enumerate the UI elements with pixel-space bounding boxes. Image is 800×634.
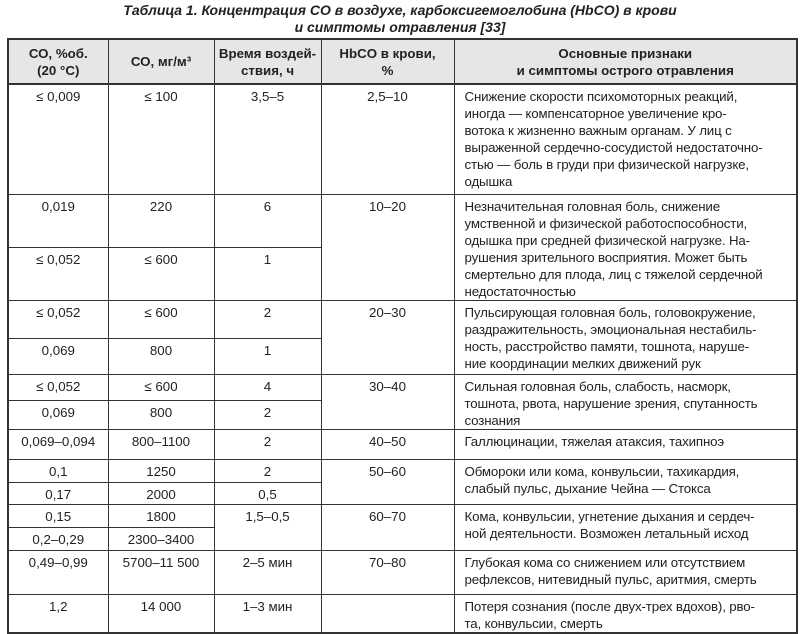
cell-hbco: 40–50	[321, 429, 454, 459]
cell-hbco: 20–30	[321, 300, 454, 374]
cell-exposure-time: 0,5	[214, 482, 321, 504]
cell-co-mg: 1250	[108, 459, 214, 482]
table-row	[8, 504, 797, 527]
table-row	[8, 550, 797, 594]
cell-co-mg: 1800	[108, 504, 214, 527]
cell-co-vol: 1,2	[8, 594, 108, 633]
table-row	[8, 374, 797, 401]
header-hbco: HbCO в крови, %	[321, 39, 454, 84]
cell-co-vol: 0,2–0,29	[8, 527, 108, 550]
cell-exposure-time: 3,5–5	[214, 84, 321, 194]
cell-co-vol: 0,15	[8, 504, 108, 527]
table-row	[8, 300, 797, 338]
table-row	[8, 84, 797, 194]
cell-exposure-time: 2–5 мин	[214, 550, 321, 594]
cell-co-mg: ≤ 100	[108, 84, 214, 194]
cell-hbco: 50–60	[321, 459, 454, 504]
cell-hbco: 10–20	[321, 194, 454, 300]
cell-co-vol: 0,17	[8, 482, 108, 504]
cell-co-vol: 0,069	[8, 401, 108, 429]
table-row	[8, 194, 797, 248]
cell-co-mg: 14 000	[108, 594, 214, 633]
cell-co-mg: ≤ 600	[108, 300, 214, 338]
cell-hbco: 30–40	[321, 374, 454, 429]
cell-co-vol: 0,019	[8, 194, 108, 248]
cell-co-mg: 800	[108, 401, 214, 429]
cell-co-mg: ≤ 600	[108, 374, 214, 401]
cell-symptoms: Снижение скорости психомоторных реакций, иногда — компенсаторное увеличение кро- вотока к жизненно важным органам. У лиц с выраженной сердечно-сосудистой недостаточно- стью — боль в груди при физической нагрузке, одышка	[454, 84, 797, 194]
cell-co-vol: ≤ 0,052	[8, 248, 108, 301]
cell-exposure-time: 6	[214, 194, 321, 248]
header-exposure-time: Время воздей- ствия, ч	[214, 39, 321, 84]
cell-symptoms: Незначительная головная боль, снижение умственной и физической работоспособности, одышка при средней физической нагрузке. На- рушения зрительного восприятия. Может быть смертельно для плода, лиц с тяжелой сердечной недостаточностью	[454, 194, 797, 300]
header-row	[8, 39, 797, 84]
cell-co-vol: ≤ 0,009	[8, 84, 108, 194]
cell-exposure-time: 2	[214, 429, 321, 459]
cell-co-mg: 2300–3400	[108, 527, 214, 550]
cell-co-mg: 800	[108, 338, 214, 374]
table-caption: Таблица 1. Концентрация СО в воздухе, карбоксигемоглобина (HbCO) в крови и симптомы отравления [33]	[123, 2, 677, 35]
cell-hbco: 60–70	[321, 504, 454, 550]
cell-co-mg: 220	[108, 194, 214, 248]
cell-co-mg: 5700–11 500	[108, 550, 214, 594]
cell-co-vol: ≤ 0,052	[8, 374, 108, 401]
cell-co-mg: ≤ 600	[108, 248, 214, 301]
cell-symptoms: Пульсирующая головная боль, головокружение, раздражительность, эмоциональная нестабиль- ность, расстройство памяти, тошнота, наруше- ние координации мелких движений рук	[454, 300, 797, 374]
header-co-vol: СО, %об. (20 °С)	[8, 39, 108, 84]
cell-exposure-time: 1–3 мин	[214, 594, 321, 633]
table-row	[8, 429, 797, 459]
cell-exposure-time: 2	[214, 401, 321, 429]
cell-hbco	[321, 594, 454, 633]
header-symptoms: Основные признаки и симптомы острого отравления	[454, 39, 797, 84]
header-co-mg: СО, мг/м³	[108, 39, 214, 84]
cell-co-mg: 2000	[108, 482, 214, 504]
cell-co-mg: 800–1100	[108, 429, 214, 459]
cell-symptoms: Глубокая кома со снижением или отсутствием рефлексов, нитевидный пульс, аритмия, смерть	[454, 550, 797, 594]
cell-exposure-time: 1,5–0,5	[214, 504, 321, 550]
cell-co-vol: 0,49–0,99	[8, 550, 108, 594]
cell-exposure-time: 2	[214, 300, 321, 338]
cell-exposure-time: 4	[214, 374, 321, 401]
cell-hbco: 70–80	[321, 550, 454, 594]
cell-symptoms: Кома, конвульсии, угнетение дыхания и сердеч- ной деятельности. Возможен летальный исход	[454, 504, 797, 550]
table-row	[8, 459, 797, 482]
table-row	[8, 594, 797, 633]
cell-symptoms: Сильная головная боль, слабость, насморк, тошнота, рвота, нарушение зрения, спутанность сознания	[454, 374, 797, 429]
cell-symptoms: Галлюцинации, тяжелая атаксия, тахипноэ	[454, 429, 797, 459]
cell-exposure-time: 1	[214, 338, 321, 374]
cell-co-vol: 0,069–0,094	[8, 429, 108, 459]
cell-symptoms: Потеря сознания (после двух-трех вдохов), рво- та, конвульсии, смерть	[454, 594, 797, 633]
co-poisoning-table	[7, 38, 798, 634]
cell-co-vol: ≤ 0,052	[8, 300, 108, 338]
cell-exposure-time: 1	[214, 248, 321, 301]
cell-co-vol: 0,069	[8, 338, 108, 374]
cell-hbco: 2,5–10	[321, 84, 454, 194]
cell-symptoms: Обмороки или кома, конвульсии, тахикардия, слабый пульс, дыхание Чейна — Стокса	[454, 459, 797, 504]
cell-co-vol: 0,1	[8, 459, 108, 482]
cell-exposure-time: 2	[214, 459, 321, 482]
